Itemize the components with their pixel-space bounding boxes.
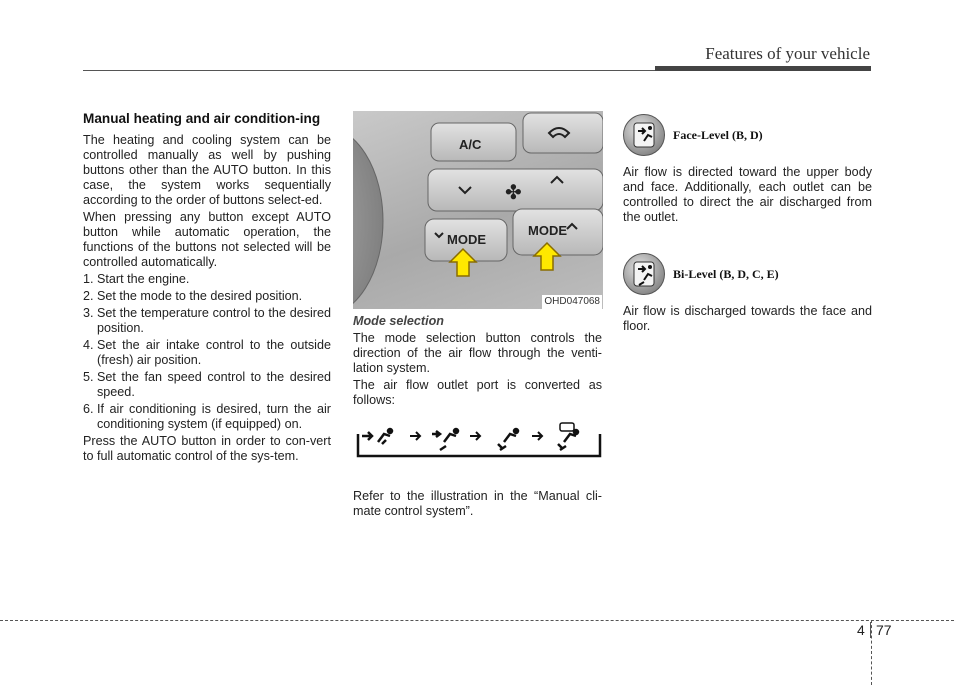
ac-button-label: A/C [459,137,482,152]
face-level-icon [623,114,665,156]
running-header-title: Features of your vehicle [705,44,870,63]
arrow-right-icon [532,432,542,440]
bi-level-icon [623,253,665,295]
step-text: Set the air intake control to the outside (fresh) air position. [97,338,331,367]
step-text: Start the engine. [97,272,190,286]
header-bar [655,66,871,71]
list-item [83,289,331,304]
arrow-right-icon [470,432,480,440]
step-number: 1. [83,272,94,286]
column-right [623,114,872,336]
list-item [83,306,331,336]
figure-code: OHD047068 [544,296,600,307]
fan-icon: ✤ [505,180,522,204]
section-heading: Manual heating and air condition-ing [83,111,321,126]
mode-down-label: MODE [447,232,486,247]
face-level-title: Face-Level (B, D) [673,127,763,142]
column-middle [353,314,602,521]
step-number: 3. [83,306,94,320]
step-text: Set the fan speed control to the desired speed. [97,370,331,399]
column-left [83,111,331,466]
mode-sequence-graphic [356,420,602,458]
mode-sequence-diagram [356,420,602,458]
list-item [83,402,331,432]
paragraph-outlet-port: The air flow outlet port is converted as follows: [353,378,602,407]
step-number: 4. [83,338,94,352]
floor-defrost-mode-icon [558,423,578,450]
bi-level-description: Air flow is discharged towards the face and floor. [623,304,872,333]
control-panel-photo [353,111,603,309]
mode-up-label: MODE [528,223,567,238]
bi-level-title: Bi-Level (B, D, C, E) [673,266,779,281]
page-number: 77 [876,622,892,638]
step-text: Set the temperature control to the desired position. [97,306,331,335]
list-item [83,370,331,400]
paragraph-intro: The heating and cooling system can be controlled manually as well by pushing buttons other than the AUTO button. In this case, the system works sequentially according to the order of buttons select-ed. [83,133,331,207]
step-text: If air conditioning is desired, turn the air conditioning system (if equipped) on. [97,402,331,431]
page-number-divider [870,622,871,638]
arrow-right-icon [410,432,420,440]
step-text: Set the mode to the desired position. [97,289,303,303]
bilevel-mode-icon [432,429,458,450]
paragraph-auto-button: Press the AUTO button in order to con-vert to full automatic control of the sys-tem. [83,434,331,463]
step-number: 2. [83,289,94,303]
floor-mode-icon [498,429,518,450]
paragraph-mode-selection: The mode selection button controls the direction of the air flow through the venti-lation system. [353,331,602,375]
face-mode-icon [362,429,392,444]
header-rule [83,70,655,71]
step-number: 5. [83,370,94,384]
list-item [83,338,331,368]
control-panel-illustration [353,111,603,309]
bi-level-heading [623,253,872,295]
paragraph-auto-note: When pressing any button except AUTO button while automatic operation, the functions of the buttons not selected will be controlled automatically. [83,210,331,269]
face-level-heading [623,114,872,156]
face-level-description: Air flow is directed toward the upper body and face. Additionally, each outlet can be controlled to direct the air discharged from the outlet. [623,165,872,224]
figure-caption: Mode selection [353,314,444,328]
paragraph-refer: Refer to the illustration in the “Manual cli-mate control system”. [353,489,602,518]
footer-dashed-rule [0,620,954,621]
list-item [83,272,331,287]
steps-list [83,272,331,432]
footer-vertical-rule [871,620,872,685]
step-number: 6. [83,402,94,416]
chapter-number: 4 [857,622,865,638]
